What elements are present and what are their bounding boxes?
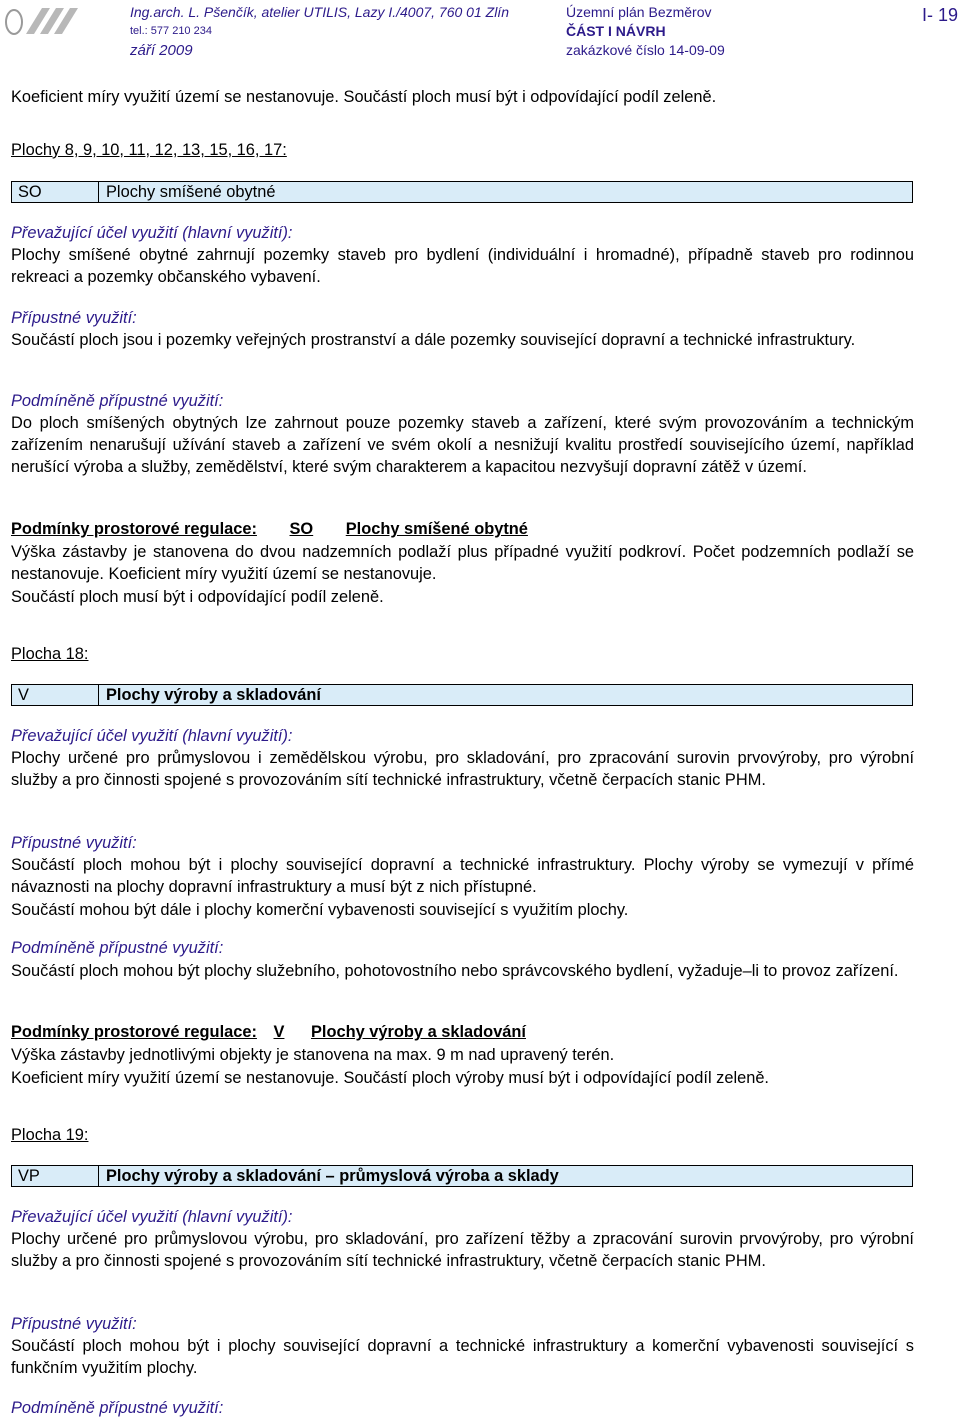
zone-code: V [18, 686, 29, 704]
permitted-label: Přípustné využití: [11, 309, 137, 327]
regulation-text: Výška zástavby je stanovena do dvou nadzemních podlaží plus případné využití podkroví. Počet podzemních podlaží se nestanovuje. Koeficient míry využití území se nestanovuje. [11, 543, 914, 583]
section-title-vp: Plocha 19: [11, 1126, 89, 1144]
conditional-label: Podmíněně přípustné využití: [11, 1399, 224, 1417]
regulation-name: Plochy smíšené obytné [345, 520, 528, 538]
zone-name: Plochy výroby a skladování [106, 686, 321, 704]
main-use-label: Převažující účel využití (hlavní využití): [11, 224, 293, 242]
zone-box-vp [11, 1165, 913, 1187]
permitted-label: Přípustné využití: [11, 1315, 137, 1333]
regulation-code: SO [289, 520, 314, 538]
header-plan-title: Územní plán Bezměrov [566, 4, 712, 20]
regulation-heading-so [11, 518, 528, 540]
zone-name: Plochy výroby a skladování – průmyslová výroba a sklady [106, 1167, 559, 1185]
main-use-label: Převažující účel využití (hlavní využití): [11, 1208, 293, 1226]
page-number: I- 19 [922, 5, 959, 25]
intro-line: Koeficient míry využití území se nestanovuje. Součástí ploch musí být i odpovídající podíl zeleně. [11, 88, 717, 106]
main-use-label: Převažující účel využití (hlavní využití): [11, 727, 293, 745]
regulation-text: Výška zástavby jednotlivými objekty je stanovena na max. 9 m nad upravený terén. [11, 1046, 615, 1064]
box-divider [98, 684, 99, 706]
regulation-text-greenery: Součástí ploch musí být i odpovídající podíl zeleně. [11, 588, 384, 606]
conditional-text: Do ploch smíšených obytných lze zahrnout pouze pozemky staveb a zařízení, které svým provozováním a technickým zařízením nenarušují užívání staveb a zařízení ve svém okolí a nesnižují kvalitu prostředí souvisejícího území, například nerušící výroba a služby, zemědělství, které svým charakterem a kapacitou nezvyšují dopravní zátěž v území. [11, 414, 914, 476]
conditional-label: Podmíněně přípustné využití: [11, 392, 224, 410]
regulation-label: Podmínky prostorové regulace: [11, 1023, 257, 1041]
zone-box-so [11, 181, 913, 203]
conditional-label: Podmíněně přípustné využití: [11, 939, 224, 957]
header-plan-block [566, 3, 725, 60]
main-use-text: Plochy určené pro průmyslovou výrobu, pro skladování, pro zařízení těžby a zpracování surovin prvovýroby, pro výrobní služby a pro činnosti spojené s provozováním sítí technické infrastruktury, včetně čerpacích stanic PHM. [11, 1230, 914, 1270]
permitted-text: Součástí ploch mohou být i plochy související dopravní a technické infrastruktury a komerční vybavenosti související s funkčním využitím plochy. [11, 1337, 914, 1377]
utilis-logo-icon [4, 4, 84, 38]
page-header [0, 0, 960, 60]
zone-name: Plochy smíšené obytné [106, 183, 276, 201]
box-divider [98, 1165, 99, 1187]
section-title-so: Plochy 8, 9, 10, 11, 12, 13, 15, 16, 17: [11, 141, 287, 159]
box-divider [98, 181, 99, 203]
main-use-text: Plochy určené pro průmyslovou i zemědělskou výrobu, pro skladování, pro zpracování surovin prvovýroby, pro výrobní služby a pro činnosti spojené s provozováním sítí technické infrastruktury, včetně čerpacích stanic PHM. [11, 749, 914, 789]
main-use-text: Plochy smíšené obytné zahrnují pozemky staveb pro bydlení (individuální i hromadné), případně staveb pro rodinnou rekreaci a pozemky občanského vybavení. [11, 246, 914, 286]
zone-box-v [11, 684, 913, 706]
conditional-text: Součástí ploch mohou být plochy služebního, pohotovostního nebo správcovského bydlení, vyžaduje–li to provoz zařízení. [11, 962, 899, 980]
zone-code: VP [18, 1167, 40, 1185]
regulation-code: V [273, 1023, 285, 1041]
permitted-label: Přípustné využití: [11, 834, 137, 852]
header-order-no: zakázkové číslo 14-09-09 [566, 42, 725, 58]
regulation-name: Plochy výroby a skladování [311, 1023, 526, 1041]
header-date: září 2009 [130, 42, 193, 59]
header-part: ČÁST I NÁVRH [566, 23, 666, 39]
section-title-v: Plocha 18: [11, 645, 89, 663]
permitted-text-commercial: Součástí mohou být dále i plochy komerční vybavenosti související s využitím plochy. [11, 901, 629, 919]
header-author-block [130, 3, 509, 60]
header-phone: tel.: 577 210 234 [130, 25, 212, 37]
permitted-text: Součástí ploch mohou být i plochy související dopravní a technické infrastruktury. Plochy výroby se vymezují v přímé návaznosti na plochy dopravní infrastruktury a musí být z nich přístupné. [11, 856, 914, 896]
regulation-text-greenery: Koeficient míry využití území se nestanovuje. Součástí ploch výroby musí být i odpovídající podíl zeleně. [11, 1069, 769, 1087]
header-author: Ing.arch. L. Pšenčík, atelier UTILIS, Lazy I./4007, 760 01 Zlín [130, 4, 509, 20]
regulation-heading-v [11, 1021, 526, 1043]
regulation-label: Podmínky prostorové regulace: [11, 520, 257, 538]
zone-code: SO [18, 183, 42, 201]
permitted-text: Součástí ploch jsou i pozemky veřejných prostranství a dále pozemky související dopravní a technické infrastruktury. [11, 331, 856, 349]
